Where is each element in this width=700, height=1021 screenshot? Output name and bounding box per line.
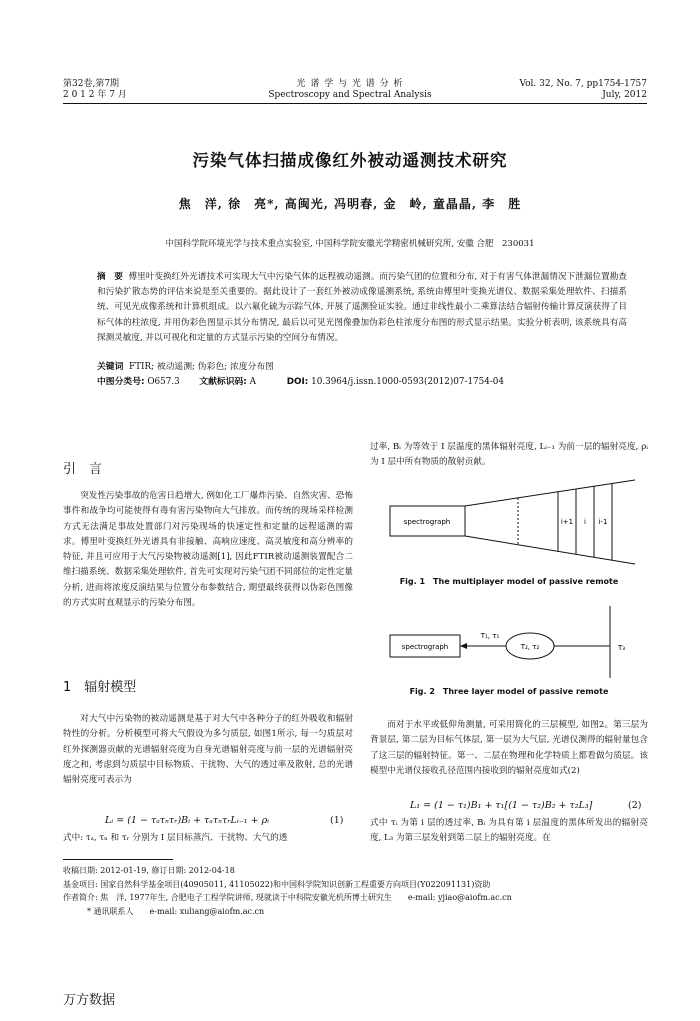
affiliation: 中国科学院环境光学与技术重点实验室, 中国科学院安徽光学精密机械研究所, 安徽 合肥 230031: [165, 239, 535, 249]
intro-text: 突发性污染事故的危害日趋增大, 例如化工厂爆炸污染、自然灾害、恐怖事件和战争均可能使得有毒有害污染物向大气排放。而传统的现场采样检测方式无法满足事故处置部门对污染现场的快速定性和定量的远程遥测的需求。傅里叶变换红外光谱具有非接触、高响应速度、高灵敏度和高分辨率的特征, 并且可应用于大气污染物被动遥测[1], 因此FTIR被动遥测装置配合二维扫描系统、数据采集处理软件, 首先可实现对污染气团不同部位的定性定量分析, 进而将浓度反演结果与位置分布参数结合, 期望最终获得以伪彩色图像的方式实时直观显示的污染分布图。: [63, 491, 353, 609]
equation-1-number: (1): [330, 815, 344, 826]
footnote-author: 作者简介: 焦 洋, 1977年生, 合肥电子工程学院讲师, 现就读于中科院安徽光机所博士研究生 e-mail: yjiao@aiofm.ac.cn: [63, 893, 512, 902]
fig1-upper-ray: [465, 480, 635, 506]
date-cn: 2 0 1 2 年 7 月: [63, 90, 127, 100]
header-rule: [63, 103, 647, 104]
paper-title: 污染气体扫描成像红外被动遥测技术研究: [192, 151, 508, 170]
volume-cn: 第32卷,第7期: [63, 79, 120, 89]
abstract: [97, 270, 627, 346]
section1-heading: 1 辐射模型: [63, 680, 137, 695]
fig2-label-t2: T₂, τ₂: [520, 643, 540, 651]
fig1-label-i: i: [584, 518, 586, 526]
date-en: July, 2012: [602, 90, 647, 100]
doi-label: DOI:: [286, 377, 309, 387]
fig1-label-i-minus-1: i-1: [598, 518, 608, 526]
right-after-eq2: 式中 τᵢ 为第 i 层的透过率, Bᵢ 为具有第 i 层温度的黑体所发出的辐射亮度, L₃ 为第三层发射到第二层上的辐射亮度。在: [370, 818, 648, 844]
fig1-spectrograph-label: spectrograph: [403, 518, 451, 526]
journal-title-cn: 光 谱 学 与 光 谱 分 析: [296, 79, 404, 89]
figure-1-caption: Fig. 1 The multiplayer model of passive remote: [399, 577, 619, 586]
footnote-funding: 基金项目: 国家自然科学基金项目(40905011, 41105022)和中国科学院知识创新工程重要方向项目(Y022091131)资助: [63, 879, 491, 889]
fig2-arrowhead: [460, 643, 467, 649]
keywords-label: 关键词: [97, 362, 124, 372]
fig2-label-t3: T₃: [618, 644, 626, 652]
volume-en: Vol. 32, No. 7, pp1754-1757: [519, 79, 647, 89]
fig2-label-t1: T₁, τ₁: [480, 632, 500, 640]
authors: 焦 洋, 徐 亮*, 高闽光, 冯明春, 金 岭, 童晶晶, 李 胜: [178, 197, 522, 211]
figure-2-caption: Fig. 2 Three layer model of passive remote: [409, 687, 609, 696]
footnote-received: 收稿日期: 2012-01-19, 修订日期: 2012-04-18: [63, 866, 235, 875]
doc-code-value: A: [249, 377, 256, 387]
section1-after-eq: 式中: τₐ, τₙ 和 τᵣ 分别为 I 层目标蒸汽、干扰物、大气的透: [63, 833, 288, 843]
fig1-label-i-plus-1: i+1: [560, 518, 574, 526]
fig1-lower-ray: [465, 536, 635, 564]
equation-1: Lᵢ = (1 − τₐτₙτᵣ)Bᵢ + τₐτₙτᵣLᵢ₋₁ + ρᵢ: [105, 815, 270, 826]
equation-2-number: (2): [628, 800, 642, 811]
clc-value: O657.3: [147, 377, 180, 387]
keywords-block: [97, 360, 504, 390]
footnote-rule: [63, 859, 173, 860]
abstract-text: 傅里叶变换红外光谱技术可实现大气中污染气体的远程被动遥测。而污染气团的位置和分布, 对于有害气体泄漏情况下泄漏位置勘查和污染扩散态势的评估来说是至关重要的。据此设计了一套红外被动成像遥测系统, 系统由傅里叶变换光谱仪、数据采集处理软件、扫描系统、可见光成像系统和计算机组成。以六氟化硫为示踪气体, 开展了遥测验证实验。通过非线性最小二乘算法结合辐射传输计算反演获得了目标气体的柱浓度, 并用伪彩色图显示其分布情况, 最后以可见光图像叠加伪彩色柱浓度分布图的形式显示结果。实验分析表明, 该系统具有高探测灵敏度, 并以可视化和定量的方式显示污染的空间分布情况。: [97, 272, 627, 343]
intro-heading: 引 言: [63, 462, 103, 477]
fig2-spectrograph-label: spectrograph: [401, 643, 449, 651]
figure-1: [380, 478, 640, 568]
right-top-text: 过率, Bᵢ 为等效于 I 层温度的黑体辐射亮度, Lᵢ₋₁ 为前一层的辐射亮度, ρᵢ 为 I 层中所有物质的散射贡献。: [370, 442, 648, 468]
journal-title-en: Spectroscopy and Spectral Analysis: [268, 90, 432, 100]
equation-2: L₁ = (1 − τ₁)B₁ + τ₁[(1 − τ₂)B₂ + τ₂L₃]: [410, 800, 593, 811]
right-para2: 而对于水平或低仰角测量, 可采用简化的三层模型, 如图2。第三层为背景层, 第二层为目标气体层, 第一层为大气层, 光谱仪测得的辐射量包含了这三层的辐射特征。第一、二层在物理和化学特质上都看做匀质层。该模型中光谱仪接收孔径范围内接收到的辐射亮度如式(2): [370, 720, 648, 776]
section1-text: 对大气中污染物的被动遥测是基于对大气中各种分子的红外吸收和辐射特性的分析。分析模型可将大气假设为多匀质层, 如图1所示, 每一匀质层对红外探测器贡献的光谱辐射亮度为自身光谱辐射亮度与前一层的光谱辐射亮度之和, 考虑到匀质层中目标物质、干扰物、大气的透过率及散射, 总的光谱辐射亮度可表示为: [63, 714, 353, 786]
doi-value: 10.3964/j.issn.1000-0593(2012)07-1754-04: [311, 377, 504, 387]
watermark: 万方数据: [63, 993, 116, 1008]
figure-2: [380, 600, 640, 680]
clc-label: 中图分类号:: [97, 377, 145, 387]
doc-code-label: 文献标识码:: [199, 377, 247, 387]
footnotes: [63, 864, 653, 918]
footnote-corresponding: * 通讯联系人 e-mail: xuliang@aiofm.ac.cn: [87, 906, 265, 916]
abstract-label: 摘 要: [97, 272, 123, 282]
keywords-text: FTIR; 被动遥测; 伪彩色; 浓度分布图: [129, 362, 274, 372]
